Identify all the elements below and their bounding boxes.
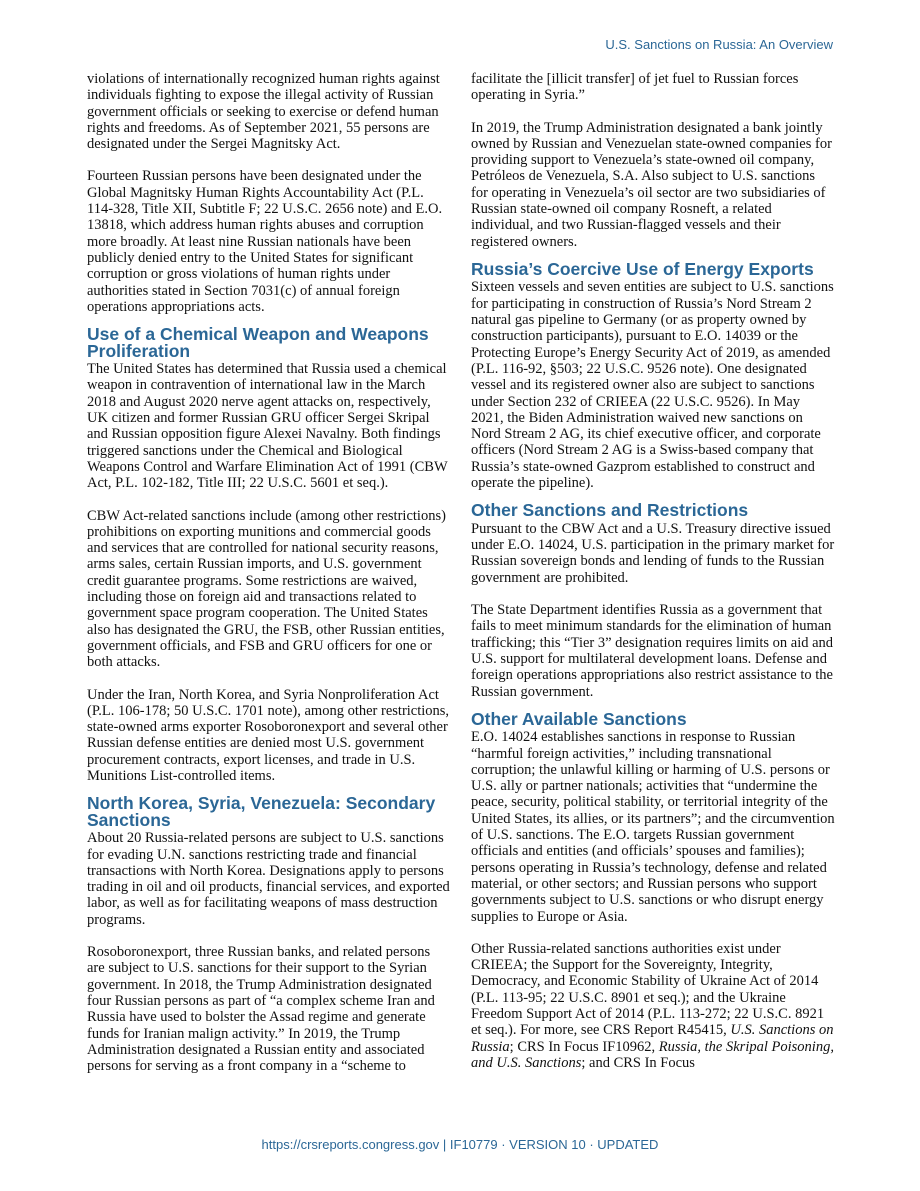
paragraph: Under the Iran, North Korea, and Syria Nonproliferation Act (P.L. 106-178; 50 U.S.C. 1701 note), among other restrictions, state-owned arms exporter Rosoboronexport and several other Russian defense entities are denied most U.S. government procurement contracts, export licenses, and trade in U.S. Munitions List-controlled items.	[87, 686, 450, 784]
paragraph: In 2019, the Trump Administration designated a bank jointly owned by Russian and Venezuelan state-owned companies for providing support to Venezuela’s state-owned oil company, Petróleos de Venezuela, S.A. Also subject to U.S. sanctions for operating in Venezuela’s oil sector are two subsidiaries of Russian state-owned oil company Rosneft, a related individual, and two Russian-flagged vessels and their registered owners.	[471, 119, 832, 250]
left-column	[87, 71, 451, 1090]
right-column	[471, 71, 835, 1087]
paragraph: facilitate the [illicit transfer] of jet fuel to Russian forces operating in Syria.”	[471, 71, 799, 104]
paragraph: CBW Act-related sanctions include (among other restrictions) prohibitions on exporting munitions and commercial goods and services that are controlled for national security reasons, arms sales, certain Russian imports, and U.S. government credit guarantee programs. Some restrictions are waived, including those on foreign aid and transactions related to government space program cooperation. The United States also has designated the GRU, the FSB, other Russian entities, government officials, and FSB and GRU officers for one or both attacks.	[87, 507, 446, 671]
paragraph: The United States has determined that Russia used a chemical weapon in contravention of international law in the March 2018 and August 2020 nerve agent attacks on, respectively, UK citizen and former Russian GRU officer Sergei Skripal and Russian opposition figure Alexei Navalny. Both findings triggered sanctions under the Chemical and Biological Weapons Control and Warfare Elimination Act of 1991 (CBW Act, P.L. 102-182, Title III; 22 U.S.C. 5601 et seq.).	[87, 361, 448, 492]
text-run: ; CRS In Focus IF10962,	[509, 1038, 659, 1055]
paragraph: About 20 Russia-related persons are subject to U.S. sanctions for evading U.N. sanctions restricting trade and financial transactions with North Korea. Designations apply to persons trading in oil and oil products, financial services, and exported labor, as well as for facilitating weapons of mass destruction programs.	[87, 830, 450, 928]
footer-link[interactable]: https://crsreports.congress.gov | IF10779 · VERSION 10 · UPDATED	[261, 1137, 659, 1152]
text-run: Other Russia-related sanctions authorities exist under CRIEEA; the Support for the Sovereignty, Integrity, Democracy, and Economic Stability of Ukraine Act of 2014 (P.L. 113-95; 22 U.S.C. 8901 et seq.); and the Ukraine Freedom Support Act of 2014 (P.L. 113-272; 22 U.S.C. 8921 et seq.). For more, see CRS Report R45415,	[471, 940, 825, 1039]
section-heading-other-sanctions: Other Sanctions and Restrictions	[471, 500, 749, 521]
section-heading-other-available-sanctions: Other Available Sanctions	[471, 708, 687, 729]
paragraph: Sixteen vessels and seven entities are subject to U.S. sanctions for participating in construction of Russia’s Nord Stream 2 natural gas pipeline to Germany (or as property owned by construction participants), pursuant to E.O. 14039 or the Protecting Europe’s Energy Security Act of 2019, as amended (P.L. 116-92, §503; 22 U.S.C. 9526 note). One designated vessel and its registered owner also are subject to sanctions under Section 232 of CRIEEA (22 U.S.C. 9526). In May 2021, the Biden Administration waived new sanctions on Nord Stream 2 AG, its chief executive officer, and corporate officers (Nord Stream 2 AG is a Swiss-based company that Russia’s state-owned Gazprom established to construct and operate the pipeline).	[471, 279, 834, 492]
paragraph: Fourteen Russian persons have been designated under the Global Magnitsky Human Rights Accountability Act (P.L. 114-328, Title XII, Subtitle F; 22 U.S.C. 2656 note) and E.O. 13818, which address human rights abuses and corruption more broadly. At least nine Russian nationals have been publicly denied entry to the United States for significant corruption or gross violations of human rights under authorities stated in Section 7031(c) of annual foreign operations appropriations acts.	[87, 168, 443, 315]
running-header: U.S. Sanctions on Russia: An Overview	[605, 37, 833, 52]
paragraph-with-citations	[471, 941, 835, 1071]
report-title: Russia, the Skripal Poisoning, and U.S. Sanctions	[471, 1038, 834, 1071]
section-heading-chemical-weapon: Use of a Chemical Weapon and Weapons Proliferation	[87, 324, 429, 361]
section-heading-secondary-sanctions: North Korea, Syria, Venezuela: Secondary Sanctions	[87, 793, 436, 830]
paragraph: Rosoboronexport, three Russian banks, and related persons are subject to U.S. sanctions for their support to the Syrian government. In 2018, the Trump Administration designated four Russian persons as part of “a complex scheme Iran and Russia have used to bolster the Assad regime and generate funds for Iranian malign activity.” In 2019, the Trump Administration designated a Russian entity and associated persons for serving as a front company in a “scheme to	[87, 944, 435, 1075]
paragraph: E.O. 14024 establishes sanctions in response to Russian “harmful foreign activities,” including transnational corruption; the unlawful killing or harming of U.S. persons or U.S. ally or partner nationals; activities that “undermine the peace, security, political stability, or territorial integrity of the United States, its allies, or its partners”; and the circumvention of U.S. sanctions. The E.O. targets Russian government officials and entities (and officials’ spouses and families); persons operating in Russia’s technology, defense and related material, or other sectors; and Russian persons who support governments subject to U.S. sanctions or who disrupt energy supplies to Europe or Asia.	[471, 729, 835, 925]
section-heading-energy-exports: Russia’s Coercive Use of Energy Exports	[471, 258, 814, 279]
paragraph: Pursuant to the CBW Act and a U.S. Treasury directive issued under E.O. 14024, U.S. participation in the primary market for Russian sovereign bonds and lending of funds to the Russian government are prohibited.	[471, 520, 835, 586]
text-run: ; and CRS In Focus	[581, 1054, 695, 1071]
report-title: U.S. Sanctions on Russia	[471, 1022, 834, 1055]
paragraph: The State Department identifies Russia as a government that fails to meet minimum standards for the elimination of human trafficking; this “Tier 3” designation requires limits on aid and U.S. support for multilateral development loans. Defense and foreign operations appropriations also restrict assistance to the Russian government.	[471, 602, 834, 700]
paragraph: violations of internationally recognized human rights against individuals fighting to expose the illegal activity of Russian government officials or seeking to exercise or defend human rights and freedoms. As of September 2021, 55 persons are designated under the Sergei Magnitsky Act.	[87, 71, 440, 153]
